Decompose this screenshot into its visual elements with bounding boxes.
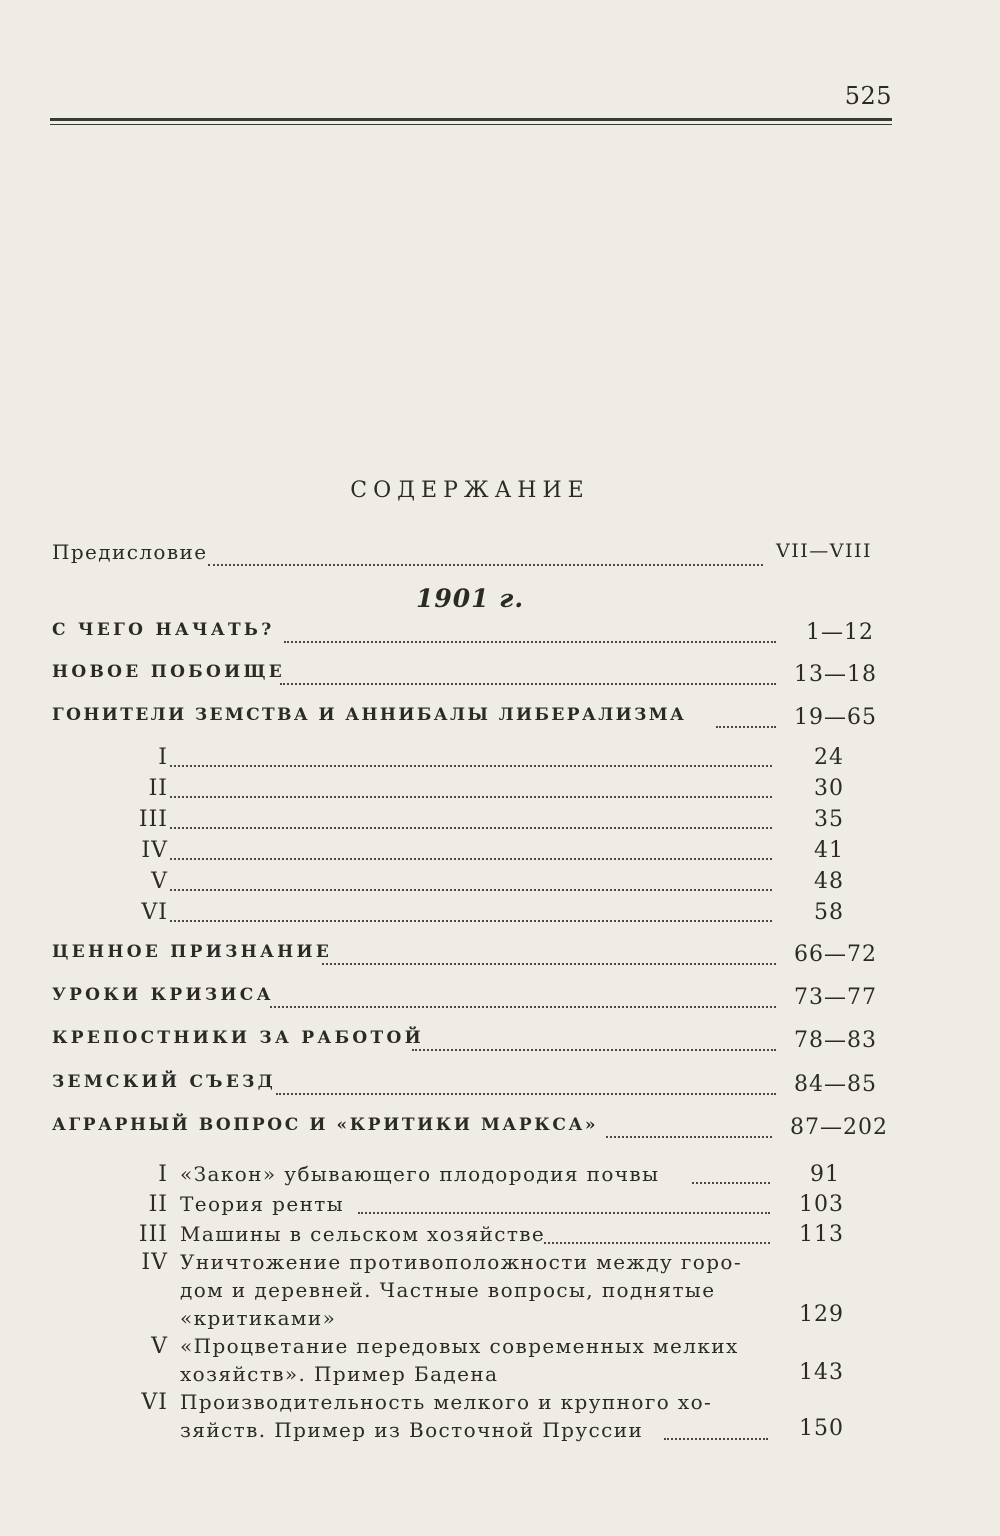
toc-entry-title: НОВОЕ ПОБОИЩЕ: [52, 662, 286, 682]
dot-leader: [606, 1136, 772, 1138]
dot-leader: [276, 1093, 776, 1095]
section-number: II: [148, 776, 168, 801]
toc-entry-title: С ЧЕГО НАЧАТЬ?: [52, 620, 275, 640]
toc-entry-pages: 73—77: [794, 985, 877, 1010]
toc-entry-pages: 13—18: [794, 662, 877, 687]
section-page: 91: [810, 1162, 840, 1187]
section-title-line: зяйств. Пример из Восточной Пруссии: [180, 1418, 644, 1442]
dot-leader: [280, 683, 776, 685]
section-number: V: [151, 869, 168, 894]
section-title-line: «Процветание передовых современных мелких: [180, 1334, 739, 1358]
section-title-line: Уничтожение противоположности между горо-: [180, 1250, 742, 1274]
page-number: 525: [844, 82, 892, 110]
dot-leader: [322, 963, 776, 965]
section-number: VI: [141, 1390, 168, 1415]
section-title-line: Производительность мелкого и крупного хо-: [180, 1390, 713, 1414]
section-title-line: «критиками»: [180, 1306, 337, 1330]
section-page: 58: [814, 900, 844, 925]
section-page: 48: [814, 869, 844, 894]
section-number: IV: [141, 838, 168, 863]
section-title-line: «Закон» убывающего плодородия почвы: [180, 1162, 660, 1186]
toc-entry-title: АГРАРНЫЙ ВОПРОС И «КРИТИКИ МАРКСА»: [52, 1115, 599, 1135]
toc-entry-pages: 78—83: [794, 1028, 877, 1053]
toc-entry-pages: 1—12: [806, 620, 874, 645]
dot-leader: [358, 1212, 770, 1214]
section-title-line: дом и деревней. Частные вопросы, поднятые: [180, 1278, 716, 1302]
section-number: V: [151, 1334, 168, 1359]
contents-heading: СОДЕРЖАНИЕ: [350, 478, 590, 503]
section-page: 150: [799, 1416, 844, 1441]
header-rule-thin: [50, 124, 892, 125]
section-page: 24: [814, 745, 844, 770]
dot-leader: [692, 1182, 770, 1184]
toc-entry-title: УРОКИ КРИЗИСА: [52, 985, 274, 1005]
dot-leader: [664, 1438, 768, 1440]
toc-entry-title: ЗЕМСКИЙ СЪЕЗД: [52, 1072, 277, 1092]
section-page: 41: [814, 838, 844, 863]
section-number: IV: [141, 1250, 168, 1275]
section-number: II: [148, 1192, 168, 1217]
section-title-line: Теория ренты: [180, 1192, 345, 1216]
dot-leader: [170, 796, 772, 798]
toc-entry-pages: 19—65: [794, 705, 877, 730]
section-page: 129: [799, 1302, 844, 1327]
dot-leader: [208, 564, 763, 566]
section-page: 30: [814, 776, 844, 801]
toc-entry-title: Предисловие: [52, 540, 208, 564]
dot-leader: [716, 726, 776, 728]
header-rule: [50, 118, 892, 121]
section-number: I: [158, 1162, 168, 1187]
dot-leader: [170, 920, 772, 922]
year-heading: 1901 г.: [415, 584, 525, 613]
dot-leader: [170, 765, 772, 767]
dot-leader: [170, 889, 772, 891]
dot-leader: [412, 1049, 776, 1051]
toc-entry-pages: VII—VIII: [776, 540, 872, 562]
section-page: 143: [799, 1360, 844, 1385]
section-title-line: Машины в сельском хозяйстве: [180, 1222, 546, 1246]
toc-entry-title: ЦЕННОЕ ПРИЗНАНИЕ: [52, 942, 333, 962]
section-title-line: хозяйств». Пример Бадена: [180, 1362, 499, 1386]
section-page: 103: [799, 1192, 844, 1217]
toc-entry-pages: 84—85: [794, 1072, 877, 1097]
section-number: III: [138, 1222, 168, 1247]
section-page: 113: [799, 1222, 844, 1247]
dot-leader: [284, 641, 776, 643]
toc-entry-title: КРЕПОСТНИКИ ЗА РАБОТОЙ: [52, 1028, 424, 1048]
toc-entry-pages: 66—72: [794, 942, 877, 967]
dot-leader: [270, 1006, 776, 1008]
dot-leader: [170, 858, 772, 860]
section-number: III: [138, 807, 168, 832]
section-number: VI: [141, 900, 168, 925]
dot-leader: [170, 827, 772, 829]
toc-entry-pages: 87—202: [790, 1115, 888, 1140]
dot-leader: [544, 1242, 770, 1244]
section-page: 35: [814, 807, 844, 832]
section-number: I: [158, 745, 168, 770]
toc-entry-title: ГОНИТЕЛИ ЗЕМСТВА И АННИБАЛЫ ЛИБЕРАЛИЗМА: [52, 705, 687, 725]
